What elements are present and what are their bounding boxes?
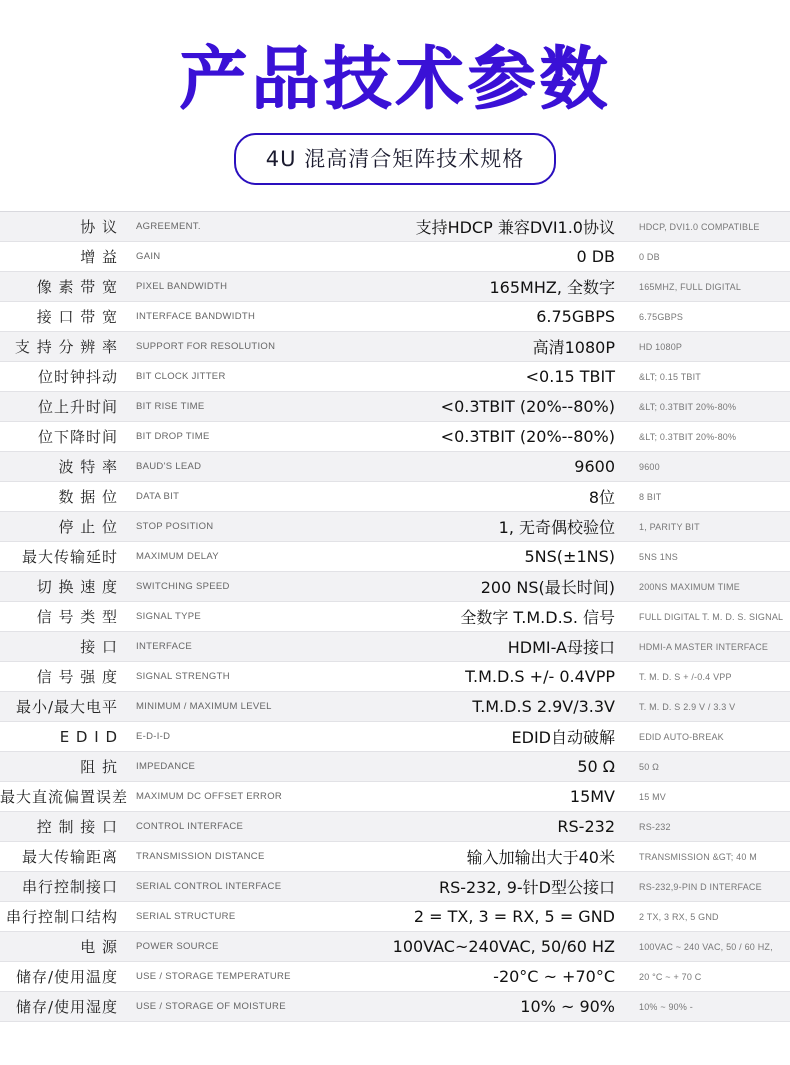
spec-label-en: USE / STORAGE TEMPERATURE: [128, 962, 370, 992]
spec-label-cn: 接 口 带 宽: [0, 302, 128, 332]
spec-value-en: &LT; 0.3TBIT 20%-80%: [627, 392, 790, 422]
spec-label-en: POWER SOURCE: [128, 932, 370, 962]
spec-value-en: 0 DB: [627, 242, 790, 272]
spec-label-en: MINIMUM / MAXIMUM LEVEL: [128, 692, 370, 722]
spec-value-en: T. M. D. S + /-0.4 VPP: [627, 662, 790, 692]
spec-label-cn: 波 特 率: [0, 452, 128, 482]
spec-value-en: 200NS MAXIMUM TIME: [627, 572, 790, 602]
table-row: [0, 452, 790, 482]
spec-value: 100VAC~240VAC, 50/60 HZ: [370, 932, 627, 962]
table-row: [0, 662, 790, 692]
spec-label-en: AGREEMENT.: [128, 212, 370, 242]
spec-value-en: 20 °C ~ + 70 C: [627, 962, 790, 992]
table-row: [0, 542, 790, 572]
spec-value: 10% ~ 90%: [370, 992, 627, 1022]
spec-label-en: INTERFACE BANDWIDTH: [128, 302, 370, 332]
spec-label-en: SERIAL CONTROL INTERFACE: [128, 872, 370, 902]
spec-label-cn: 信 号 强 度: [0, 662, 128, 692]
spec-value: RS-232, 9-针D型公接口: [370, 872, 627, 902]
table-row: [0, 752, 790, 782]
spec-label-en: USE / STORAGE OF MOISTURE: [128, 992, 370, 1022]
spec-value-en: 8 BIT: [627, 482, 790, 512]
spec-label-cn: 串行控制接口: [0, 872, 128, 902]
spec-value: 2 = TX, 3 = RX, 5 = GND: [370, 902, 627, 932]
spec-label-en: MAXIMUM DELAY: [128, 542, 370, 572]
spec-value: 15MV: [370, 782, 627, 812]
spec-table: [0, 211, 790, 1022]
spec-value-en: 165MHZ, FULL DIGITAL: [627, 272, 790, 302]
spec-label-cn: 位上升时间: [0, 392, 128, 422]
spec-label-cn: 增 益: [0, 242, 128, 272]
spec-label-cn: 最大传输延时: [0, 542, 128, 572]
table-row: [0, 482, 790, 512]
spec-value: 5NS(±1NS): [370, 542, 627, 572]
spec-value: 200 NS(最长时间): [370, 572, 627, 602]
table-row: [0, 632, 790, 662]
table-row: [0, 362, 790, 392]
spec-label-en: CONTROL INTERFACE: [128, 812, 370, 842]
spec-value: 高清1080P: [370, 332, 627, 362]
spec-value: RS-232: [370, 812, 627, 842]
spec-value-en: HD 1080P: [627, 332, 790, 362]
spec-value: <0.15 TBIT: [370, 362, 627, 392]
spec-label-en: GAIN: [128, 242, 370, 272]
spec-value: 支持HDCP 兼容DVI1.0协议: [370, 212, 627, 242]
spec-value: T.M.D.S 2.9V/3.3V: [370, 692, 627, 722]
spec-label-en: E-D-I-D: [128, 722, 370, 752]
spec-label-en: SERIAL STRUCTURE: [128, 902, 370, 932]
spec-label-cn: E D I D: [0, 722, 128, 752]
spec-value-en: 6.75GBPS: [627, 302, 790, 332]
subtitle-container: [0, 133, 790, 185]
spec-value-en: 100VAC ~ 240 VAC, 50 / 60 HZ,: [627, 932, 790, 962]
spec-label-en: STOP POSITION: [128, 512, 370, 542]
table-row: [0, 992, 790, 1022]
spec-value: 165MHZ, 全数字: [370, 272, 627, 302]
page-title: 产品技术参数: [178, 40, 611, 119]
table-row: [0, 842, 790, 872]
spec-label-cn: 切 换 速 度: [0, 572, 128, 602]
spec-value: 1, 无奇偶校验位: [370, 512, 627, 542]
spec-value-en: TRANSMISSION &GT; 40 M: [627, 842, 790, 872]
spec-label-en: SUPPORT FOR RESOLUTION: [128, 332, 370, 362]
spec-label-en: SIGNAL TYPE: [128, 602, 370, 632]
table-row: [0, 872, 790, 902]
spec-label-cn: 控 制 接 口: [0, 812, 128, 842]
table-row: [0, 512, 790, 542]
page-header: [0, 0, 790, 185]
table-row: [0, 722, 790, 752]
spec-value: 6.75GBPS: [370, 302, 627, 332]
spec-label-en: TRANSMISSION DISTANCE: [128, 842, 370, 872]
spec-value-en: RS-232: [627, 812, 790, 842]
spec-label-en: BIT CLOCK JITTER: [128, 362, 370, 392]
spec-value: 全数字 T.M.D.S. 信号: [370, 602, 627, 632]
spec-table-body: [0, 212, 790, 1022]
table-row: [0, 242, 790, 272]
spec-value-en: &LT; 0.15 TBIT: [627, 362, 790, 392]
table-row: [0, 332, 790, 362]
spec-label-cn: 最大直流偏置误差: [0, 782, 128, 812]
spec-label-en: DATA BIT: [128, 482, 370, 512]
spec-label-en: INTERFACE: [128, 632, 370, 662]
spec-value: 9600: [370, 452, 627, 482]
spec-label-cn: 支 持 分 辨 率: [0, 332, 128, 362]
spec-value-en: 10% ~ 90% -: [627, 992, 790, 1022]
table-row: [0, 692, 790, 722]
table-row: [0, 212, 790, 242]
spec-value-en: 5NS 1NS: [627, 542, 790, 572]
spec-value-en: &LT; 0.3TBIT 20%-80%: [627, 422, 790, 452]
spec-value-en: RS-232,9-PIN D INTERFACE: [627, 872, 790, 902]
table-row: [0, 572, 790, 602]
table-row: [0, 422, 790, 452]
spec-label-cn: 位下降时间: [0, 422, 128, 452]
spec-value: HDMI-A母接口: [370, 632, 627, 662]
table-row: [0, 272, 790, 302]
spec-value-en: 9600: [627, 452, 790, 482]
spec-label-en: IMPEDANCE: [128, 752, 370, 782]
spec-label-cn: 像 素 带 宽: [0, 272, 128, 302]
spec-value-en: 50 Ω: [627, 752, 790, 782]
table-row: [0, 302, 790, 332]
spec-label-cn: 串行控制口结构: [0, 902, 128, 932]
spec-value: -20°C ~ +70°C: [370, 962, 627, 992]
spec-label-en: PIXEL BANDWIDTH: [128, 272, 370, 302]
spec-label-cn: 数 据 位: [0, 482, 128, 512]
spec-value: 输入加输出大于40米: [370, 842, 627, 872]
subtitle-pill: 4U 混高清合矩阵技术规格: [234, 133, 556, 185]
spec-value-en: FULL DIGITAL T. M. D. S. SIGNAL: [627, 602, 790, 632]
table-row: [0, 962, 790, 992]
spec-label-en: BAUD'S LEAD: [128, 452, 370, 482]
spec-value-en: HDCP, DVI1.0 COMPATIBLE: [627, 212, 790, 242]
spec-value-en: T. M. D. S 2.9 V / 3.3 V: [627, 692, 790, 722]
spec-label-en: SIGNAL STRENGTH: [128, 662, 370, 692]
spec-label-en: BIT DROP TIME: [128, 422, 370, 452]
spec-label-cn: 协 议: [0, 212, 128, 242]
spec-label-cn: 位时钟抖动: [0, 362, 128, 392]
spec-value-en: 2 TX, 3 RX, 5 GND: [627, 902, 790, 932]
spec-value: T.M.D.S +/- 0.4VPP: [370, 662, 627, 692]
spec-label-cn: 接 口: [0, 632, 128, 662]
spec-value: EDID自动破解: [370, 722, 627, 752]
spec-label-cn: 停 止 位: [0, 512, 128, 542]
spec-value: 0 DB: [370, 242, 627, 272]
table-row: [0, 392, 790, 422]
spec-value-en: 1, PARITY BIT: [627, 512, 790, 542]
table-row: [0, 782, 790, 812]
spec-value-en: EDID AUTO-BREAK: [627, 722, 790, 752]
spec-value: 50 Ω: [370, 752, 627, 782]
table-row: [0, 812, 790, 842]
spec-label-cn: 阻 抗: [0, 752, 128, 782]
spec-value-en: 15 MV: [627, 782, 790, 812]
spec-label-cn: 储存/使用温度: [0, 962, 128, 992]
spec-value: <0.3TBIT (20%--80%): [370, 422, 627, 452]
spec-label-cn: 最大传输距离: [0, 842, 128, 872]
table-row: [0, 902, 790, 932]
spec-value: 8位: [370, 482, 627, 512]
spec-label-cn: 电 源: [0, 932, 128, 962]
table-row: [0, 932, 790, 962]
spec-label-cn: 最小/最大电平: [0, 692, 128, 722]
spec-value: <0.3TBIT (20%--80%): [370, 392, 627, 422]
spec-label-en: BIT RISE TIME: [128, 392, 370, 422]
table-row: [0, 602, 790, 632]
spec-label-cn: 储存/使用湿度: [0, 992, 128, 1022]
spec-value-en: HDMI-A MASTER INTERFACE: [627, 632, 790, 662]
spec-label-en: MAXIMUM DC OFFSET ERROR: [128, 782, 370, 812]
spec-label-cn: 信 号 类 型: [0, 602, 128, 632]
spec-label-en: SWITCHING SPEED: [128, 572, 370, 602]
